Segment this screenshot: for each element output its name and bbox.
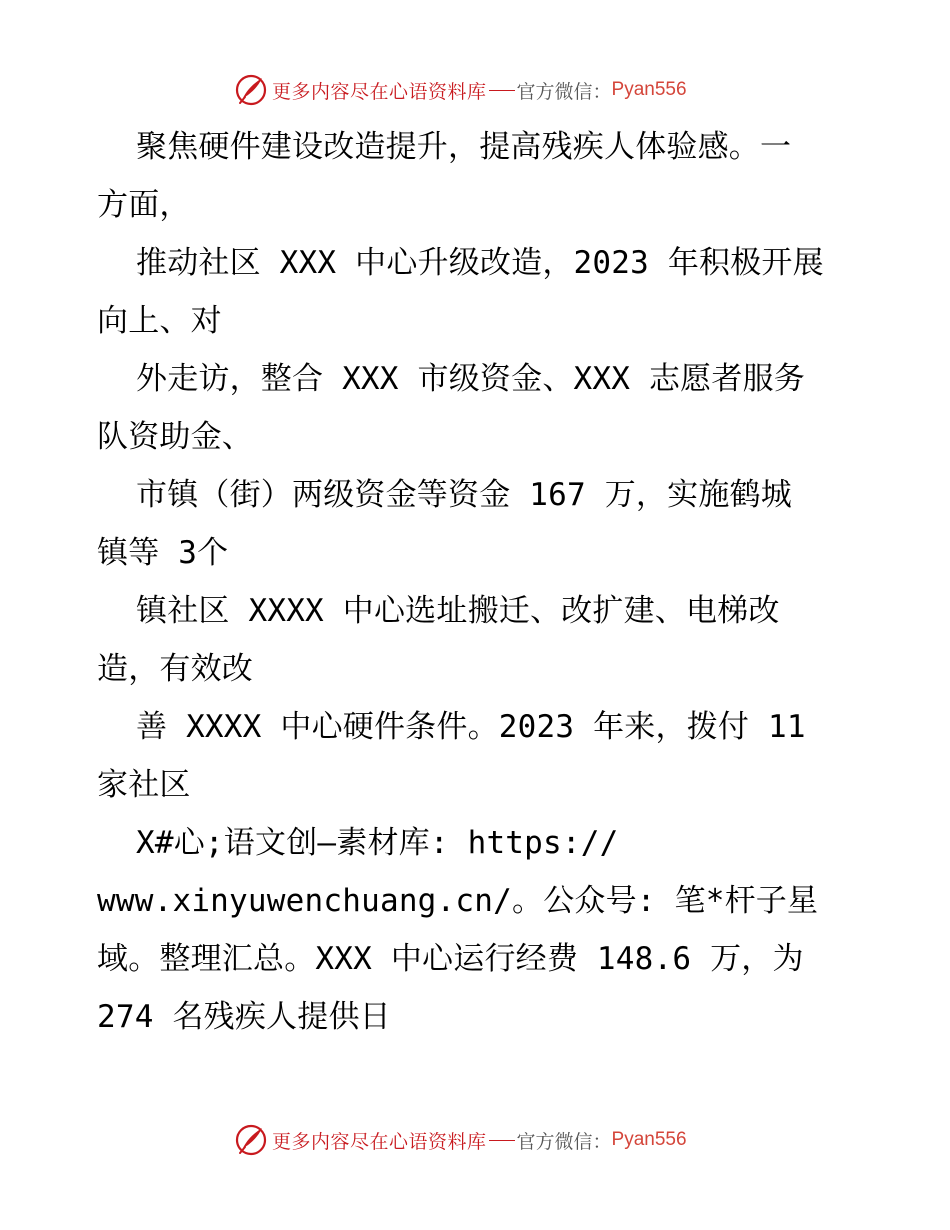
text-line: 域。整理汇总。XXX 中心运行经费 148.6 万，为 <box>97 941 804 977</box>
watermark-dash <box>489 90 515 91</box>
text-line: X#心;语文创—素材库: https:// <box>136 825 619 861</box>
quill-seal-icon <box>234 1123 268 1157</box>
text-line: 外走访，整合 XXX 市级资金、XXX 志愿者服务 <box>136 361 805 397</box>
document-body <box>97 118 857 1046</box>
text-line: 镇社区 XXXX 中心选址搬迁、改扩建、电梯改 <box>136 593 780 629</box>
watermark-wechat-id: Pyan556 <box>611 1129 687 1150</box>
quill-seal-icon <box>234 73 268 107</box>
text-line: 方面， <box>97 187 191 223</box>
text-line: 聚焦硬件建设改造提升，提高残疾人体验感。一 <box>136 129 792 165</box>
text-line: 造，有效改 <box>97 651 253 687</box>
watermark-wechat-id: Pyan556 <box>611 79 687 100</box>
footer-watermark <box>234 1120 687 1160</box>
text-line: 家社区 <box>97 767 191 803</box>
header-watermark <box>234 70 687 110</box>
text-line: 市镇（街）两级资金等资金 167 万，实施鹤城 <box>136 477 792 513</box>
watermark-official-label: 官方微信： <box>516 80 612 103</box>
watermark-dash <box>489 1140 515 1141</box>
text-line: 善 XXXX 中心硬件条件。2023 年来，拨付 11 <box>136 709 806 745</box>
text-line: 队资助金、 <box>97 419 253 455</box>
text-line: 镇等 3个 <box>97 535 229 571</box>
watermark-official-label: 官方微信： <box>516 1130 612 1153</box>
watermark-brand-text: 更多内容尽在心语资料库 <box>272 80 487 103</box>
text-line: www.xinyuwenchuang.cn/。公众号: 笔*杆子星 <box>97 883 819 919</box>
text-line: 推动社区 XXX 中心升级改造，2023 年积极开展 <box>136 245 824 281</box>
text-line: 向上、对 <box>97 303 222 339</box>
text-line: 274 名残疾人提供日 <box>97 999 391 1035</box>
watermark-brand-text: 更多内容尽在心语资料库 <box>272 1130 487 1153</box>
